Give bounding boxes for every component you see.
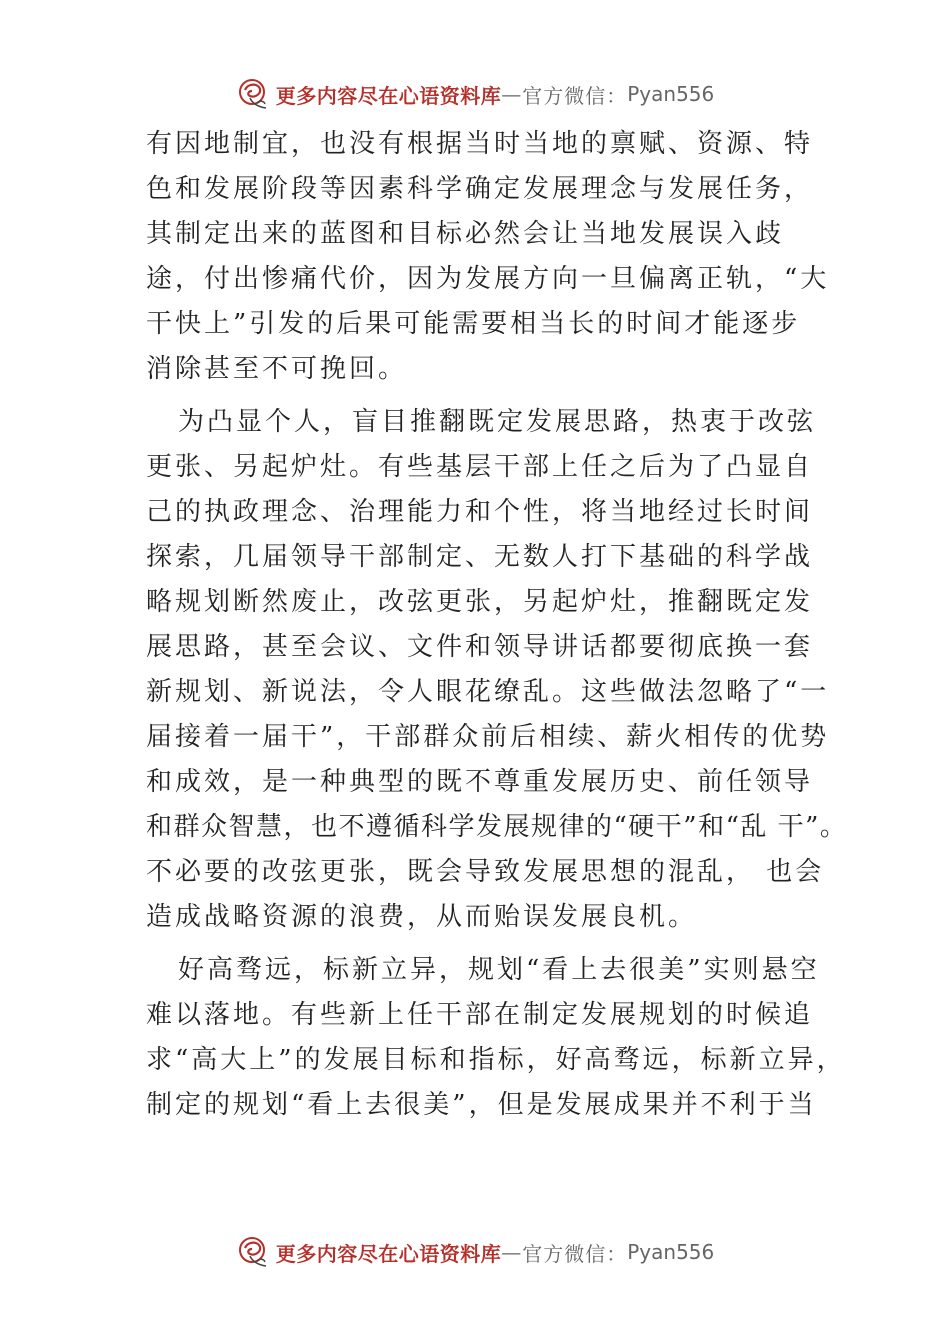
text-line: 造成战略资源的浪费，从而贻误发展良机。 bbox=[146, 902, 698, 932]
text-line: 己的执政理念、治理能力和个性，将当地经过长时间 bbox=[146, 497, 814, 527]
banner-brand-text: 更多内容尽在心语资料库 bbox=[275, 83, 502, 108]
text-line: 途，付出惨痛代价，因为发展方向一旦偏离正轨，“大 bbox=[146, 264, 830, 294]
rose-logo-icon bbox=[236, 1234, 272, 1270]
text-line: 求“高大上”的发展目标和指标，好高骛远，标新立异， bbox=[146, 1045, 846, 1075]
rose-logo-icon bbox=[236, 76, 272, 112]
footer-banner bbox=[0, 1230, 950, 1274]
text-line: 制定的规划“看上去很美”，但是发展成果并不利于当 bbox=[146, 1090, 817, 1120]
text-line: 干快上”引发的后果可能需要相当长的时间才能逐步 bbox=[146, 309, 801, 339]
banner-label: 官方微信： bbox=[522, 83, 628, 108]
text-line: 探索，几届领导干部制定、无数人打下基础的科学战 bbox=[146, 542, 814, 572]
text-line: 和群众智慧，也不遵循科学发展规律的“硬干”和“乱 干”。 bbox=[146, 812, 848, 842]
banner-brand-text: 更多内容尽在心语资料库 bbox=[275, 1241, 502, 1266]
text-line: 消除甚至不可挽回。 bbox=[146, 354, 408, 384]
banner-wechat-id: Pyan556 bbox=[627, 1240, 715, 1264]
paragraph-3 bbox=[146, 948, 846, 1128]
banner-dash: — bbox=[501, 82, 523, 106]
text-line: 不必要的改弦更张，既会导致发展思想的混乱， 也会 bbox=[146, 857, 825, 887]
text-line: 为凸显个人，盲目推翻既定发展思路，热衷于改弦 bbox=[178, 407, 817, 437]
text-line: 好高骛远，标新立异，规划“看上去很美”实则悬空 bbox=[178, 955, 820, 985]
text-line: 更张、另起炉灶。有些基层干部上任之后为了凸显自 bbox=[146, 452, 814, 482]
paragraph-1 bbox=[146, 122, 836, 392]
text-line: 和成效，是一种典型的既不尊重发展历史、前任领导 bbox=[146, 767, 814, 797]
text-line: 其制定出来的蓝图和目标必然会让当地发展误入歧 bbox=[146, 219, 785, 249]
text-line: 略规划断然废止，改弦更张，另起炉灶，推翻既定发 bbox=[146, 587, 814, 617]
header-banner bbox=[0, 72, 950, 116]
banner-label: 官方微信： bbox=[522, 1241, 628, 1266]
text-line: 难以落地。有些新上任干部在制定发展规划的时候追 bbox=[146, 1000, 814, 1030]
banner-dash: — bbox=[501, 1240, 523, 1264]
document-body bbox=[146, 122, 848, 1128]
text-line: 色和发展阶段等因素科学确定发展理念与发展任务， bbox=[146, 174, 814, 204]
text-line: 新规划、新说法，令人眼花缭乱。这些做法忽略了“一 bbox=[146, 677, 830, 707]
paragraph-2 bbox=[146, 400, 848, 940]
text-line: 有因地制宜，也没有根据当时当地的禀赋、资源、特 bbox=[146, 129, 814, 159]
text-line: 展思路，甚至会议、文件和领导讲话都要彻底换一套 bbox=[146, 632, 814, 662]
text-line: 届接着一届干”，干部群众前后相续、薪火相传的优势 bbox=[146, 722, 830, 752]
banner-wechat-id: Pyan556 bbox=[627, 82, 715, 106]
